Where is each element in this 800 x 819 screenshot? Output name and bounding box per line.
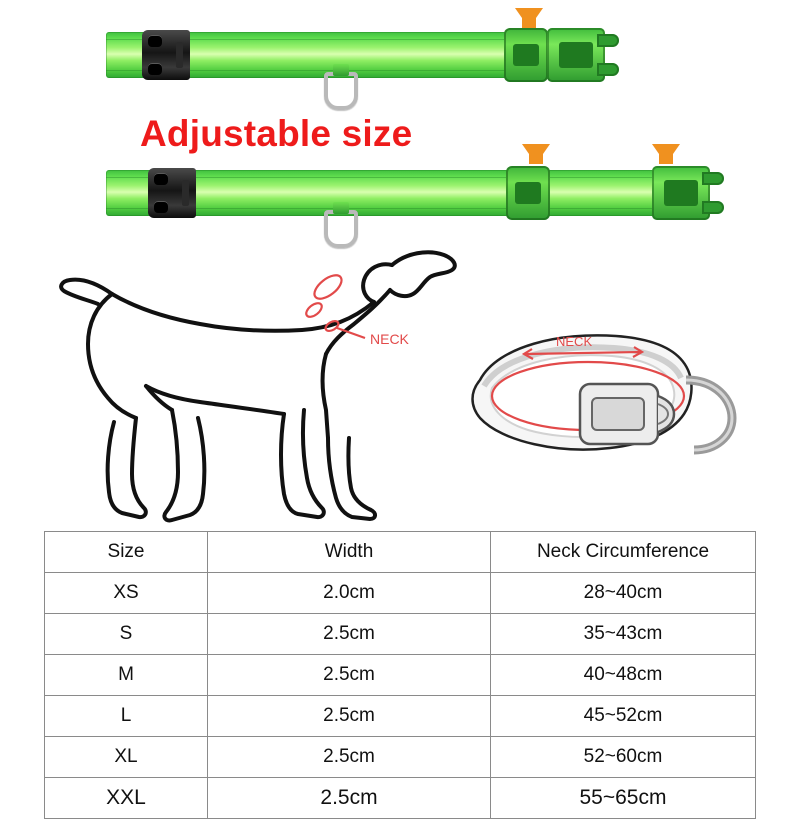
cell-neck: 45~52cm xyxy=(491,696,756,737)
cell-width: 2.0cm xyxy=(208,573,491,614)
cell-size: L xyxy=(45,696,208,737)
page-title: Adjustable size xyxy=(140,113,413,154)
buckle-arm-icon xyxy=(702,172,724,185)
cell-width: 2.5cm xyxy=(208,778,491,819)
buckle-prong-icon xyxy=(148,63,162,75)
cell-width: 2.5cm xyxy=(208,696,491,737)
table-row xyxy=(45,696,756,737)
slider-bar-icon xyxy=(515,182,541,204)
arrow-stem xyxy=(522,18,536,28)
arrow-down-bottom-buckle xyxy=(652,144,680,164)
cell-size: XS xyxy=(45,573,208,614)
cell-width: 2.5cm xyxy=(208,655,491,696)
d-ring-top xyxy=(324,72,358,110)
neck-label-closeup: NECK xyxy=(556,334,593,349)
buckle-arm-icon xyxy=(597,34,619,47)
cell-neck: 52~60cm xyxy=(491,737,756,778)
green-buckle-bottom xyxy=(652,166,710,220)
arrow-down-top-buckle xyxy=(515,8,543,28)
neck-label-dog: NECK xyxy=(370,331,409,347)
dog-outline-illustration xyxy=(40,232,470,527)
slider-bar-icon xyxy=(513,44,539,66)
column-header-size: Size xyxy=(45,532,208,573)
black-buckle-top xyxy=(142,30,190,80)
buckle-prong-icon xyxy=(154,201,168,213)
cell-neck: 35~43cm xyxy=(491,614,756,655)
cell-width: 2.5cm xyxy=(208,737,491,778)
size-chart-table xyxy=(44,531,756,819)
buckle-prong-icon xyxy=(148,35,162,47)
table-row xyxy=(45,614,756,655)
cell-neck: 55~65cm xyxy=(491,778,756,819)
cell-size: M xyxy=(45,655,208,696)
cell-neck: 40~48cm xyxy=(491,655,756,696)
collar-slider-bottom xyxy=(506,166,550,220)
closeup-d-ring xyxy=(686,380,732,450)
arrow-down-slider xyxy=(522,144,550,164)
buckle-arm-icon xyxy=(702,201,724,214)
cell-size: S xyxy=(45,614,208,655)
arrow-stem xyxy=(659,146,673,164)
green-buckle-top xyxy=(547,28,605,82)
buckle-center-icon xyxy=(664,180,698,206)
buckle-slot-icon xyxy=(182,180,189,206)
cell-size: XL xyxy=(45,737,208,778)
buckle-arm-icon xyxy=(597,63,619,76)
buckle-slot-icon xyxy=(176,42,183,68)
cell-width: 2.5cm xyxy=(208,614,491,655)
cell-neck: 28~40cm xyxy=(491,573,756,614)
cell-size: XXL xyxy=(45,778,208,819)
arrow-stem xyxy=(529,146,543,164)
d-ring-tab-icon xyxy=(333,202,349,214)
collar-closeup-illustration xyxy=(440,318,770,508)
table-row xyxy=(45,778,756,819)
collar-bottom xyxy=(72,170,732,216)
black-buckle-bottom xyxy=(148,168,196,218)
collar-top xyxy=(72,32,712,78)
table-row xyxy=(45,655,756,696)
d-ring-tab-icon xyxy=(333,64,349,76)
table-row xyxy=(45,737,756,778)
collar-slider-top xyxy=(504,28,548,82)
buckle-center-icon xyxy=(559,42,593,68)
buckle-prong-icon xyxy=(154,173,168,185)
table-row xyxy=(45,573,756,614)
table-header-row xyxy=(45,532,756,573)
column-header-neck: Neck Circumference xyxy=(491,532,756,573)
column-header-width: Width xyxy=(208,532,491,573)
